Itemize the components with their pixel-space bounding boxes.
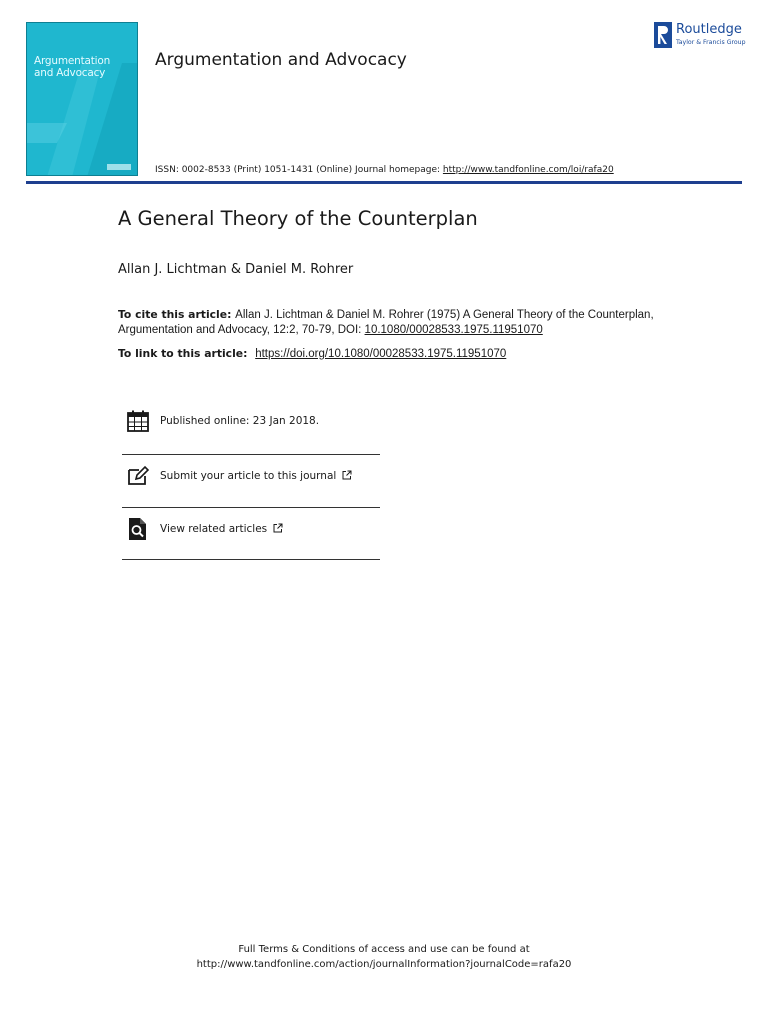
cover-title: Argumentation and Advocacy: [34, 55, 111, 79]
publisher-logo: [652, 22, 752, 52]
article-title: A General Theory of the Counterplan: [118, 207, 478, 230]
view-related-articles-link[interactable]: [122, 515, 380, 545]
citation-doi-link[interactable]: 10.1080/00028533.1975.11951070: [364, 323, 543, 336]
terms-link[interactable]: http://www.tandfonline.com/action/journalInformation?journalCode=rafa20: [196, 958, 572, 970]
journal-cover-image: [26, 22, 138, 176]
calendar-icon: [126, 409, 150, 433]
routledge-r-icon: [654, 22, 672, 48]
published-online-label: Published online: 23 Jan 2018.: [160, 415, 320, 427]
view-related-articles-label: View related articles: [160, 523, 283, 535]
action-divider: [122, 454, 380, 455]
link-label: To link to this article:: [118, 347, 252, 360]
journal-homepage-link[interactable]: http://www.tandfonline.com/loi/rafa20: [442, 165, 614, 175]
article-authors: Allan J. Lichtman & Daniel M. Rohrer: [118, 262, 354, 277]
citation-label: To cite this article:: [118, 308, 236, 321]
terms-footer: [0, 943, 768, 972]
article-doi-link[interactable]: https://doi.org/10.1080/00028533.1975.11951070: [255, 348, 507, 360]
edit-icon: [126, 464, 150, 488]
submit-article-link[interactable]: [122, 462, 380, 492]
published-online-item: [122, 407, 380, 437]
action-divider: [122, 507, 380, 508]
terms-text: Full Terms & Conditions of access and use can be found at: [238, 944, 530, 955]
external-link-icon: [273, 523, 283, 533]
search-document-icon: [126, 517, 150, 541]
citation-block: [118, 308, 678, 337]
submit-article-label: Submit your article to this journal: [160, 470, 352, 482]
external-link-icon: [342, 470, 352, 480]
publisher-group: Taylor & Francis Group: [676, 39, 746, 46]
cover-artwork: [27, 23, 138, 176]
article-link-line: [118, 347, 506, 360]
issn-line: [155, 165, 614, 175]
header-divider: [26, 181, 742, 184]
cover-publisher-logo: [107, 164, 131, 170]
journal-title[interactable]: Argumentation and Advocacy: [155, 50, 407, 70]
publisher-name: Routledge: [676, 22, 742, 37]
citation-text: Allan J. Lichtman & Daniel M. Rohrer (1975) A General Theory of the Counterplan, Argumentation and Advocacy, 12:2, 70-79, DOI:: [118, 309, 654, 336]
issn-text: ISSN: 0002-8533 (Print) 1051-1431 (Online) Journal homepage:: [155, 165, 443, 175]
action-divider: [122, 559, 380, 560]
